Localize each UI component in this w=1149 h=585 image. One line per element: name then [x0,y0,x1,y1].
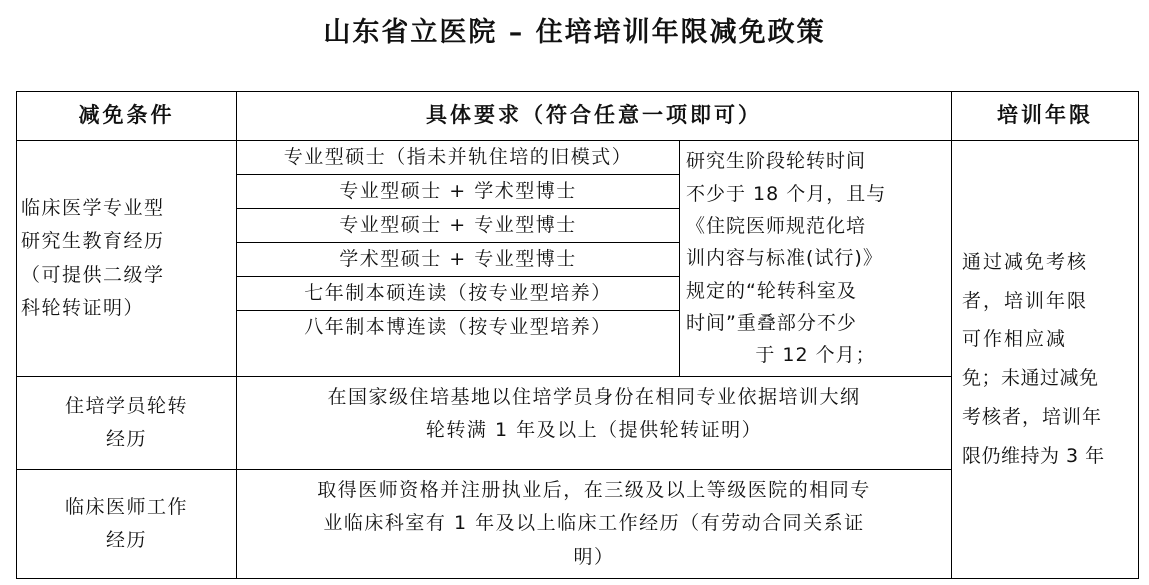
note-line: 研究生阶段轮转时间 [686,150,867,173]
years-line: 可作相应减 [962,328,1068,351]
option-item: 专业型硕士 + 学术型博士 [237,175,680,209]
requirement-line: 取得医师资格并注册执业后，在三级及以上等级医院的相同专 [317,479,871,501]
condition-line: 经历 [105,428,147,450]
condition-line: 研究生教育经历 [21,230,165,253]
years-line: 者，培训年限 [962,289,1089,312]
condition-line: 住培学员轮转 [64,394,188,417]
condition-line: 临床医师工作 [64,495,188,518]
condition-master-degree [17,141,237,377]
note-line: 《住院医师规范化培 [686,215,867,238]
note-line: 时间”重叠部分不少 [686,311,857,334]
requirement-line: 业临床科室有 1 年及以上临床工作经历（有劳动合同关系证 [323,512,865,535]
page-title: 山东省立医院 – 住培培训年限减免政策 [323,17,826,48]
note-line: 规定的“轮转科室及 [686,279,857,302]
header-requirement: 具体要求（符合任意一项即可） [237,92,952,141]
requirement-line: 轮转满 1 年及以上（提供轮转证明） [425,419,763,442]
training-years-note [952,141,1139,579]
option-item: 学术型硕士 + 专业型博士 [237,243,680,277]
years-line: 免；未通过减免 [962,367,1099,390]
condition-rotation [17,377,237,470]
rotation-requirement [237,377,952,470]
years-line: 考核者，培训年 [962,406,1103,429]
option-item: 专业型硕士 + 专业型博士 [237,209,680,243]
option-item: 七年制本硕连读（按专业型培养） [237,277,680,311]
option-item: 专业型硕士（指未并轨住培的旧模式） [237,141,680,175]
note-line: 不少于 18 个月，且与 [686,182,887,205]
condition-line: （可提供二级学 [21,263,165,286]
work-requirement [237,470,952,579]
condition-line: 科轮转证明） [21,296,145,319]
condition-line: 临床医学专业型 [21,197,165,219]
years-line: 通过减免考核 [962,250,1089,273]
header-condition: 减免条件 [17,92,237,141]
header-row [17,92,1139,141]
condition-line: 经历 [105,528,147,551]
note-line: 于 12 个月； [755,344,876,367]
rotation-time-requirement [680,141,952,377]
years-line: 限仍维持为 3 年 [962,445,1105,468]
policy-table [16,91,1139,579]
option-item: 八年制本博连读（按专业型培养） [237,311,680,377]
header-years: 培训年限 [952,92,1139,141]
condition-work [17,470,237,579]
table-row [17,141,1139,175]
note-line: 训内容与标准(试行)》 [686,247,883,270]
requirement-line: 明） [573,545,615,568]
requirement-line: 在国家级住培基地以住培学员身份在相同专业依据培训大纲 [327,386,861,408]
